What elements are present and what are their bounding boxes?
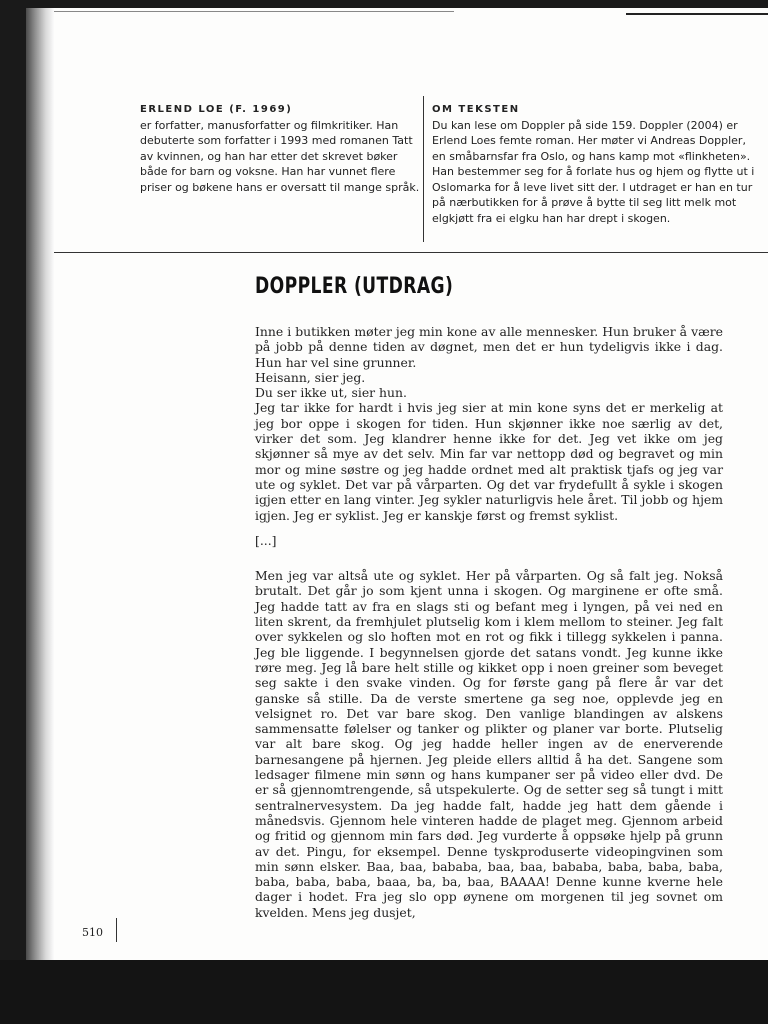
paragraph-2: Heisann, sier jeg. xyxy=(255,369,366,385)
paragraph-5: Men jeg var altså ute og syklet. Her på vårparten. Og så falt jeg. Nokså brutalt. Det går jo som kjent unna i skogen. Og marginene er ofte små. Jeg hadde tatt av fra en slags sti og befant meg i lyngen, på vei ned en liten skrent, da fremhjulet plutselig kom i klem mellom to steiner. Jeg falt over sykkelen og slo hoften mot en rot og fikk i tillegg sykkelen i panna. Jeg ble liggende. I begynnelsen gjorde det satans vondt. Jeg kunne ikke røre meg. Jeg lå bare helt stille og kikket opp i noen greiner som beveget seg sakte i den svake vinden. Og for første gang på flere år var det ganske så stille. Da de verste smertene ga seg noe, opplevde jeg en velsignet ro. Det var bare skog. Den vanlige blandingen av alskens sammensatte følelser og tanker og plikter og planer var borte. Plutselig var alt bare skog. Og jeg hadde heller ingen av de enerverende barnesangene på hjernen. Jeg pleide ellers alltid å ha det. Sangene som ledsager filmene min sønn og hans kumpaner ser på video eller dvd. De er så gjennomtrengende, så utspekulerte. Og de setter seg så tungt i mitt sentralnervesystem. Da jeg hadde falt, hadde jeg hatt dem gående i månedsvis. Gjennom hele vinteren hadde de plaget meg. Gjennom arbeid og fritid og gjennom min fars død. Jeg vurderte å oppsøke hjelp på grunn av det. Pingu, for eksempel. Denne tyskproduserte videopingvinen som min sønn elsker. Baa, baa, bababa, baa, baa, bababa, baba, baba, baba, baba, baba, baba, baaa, ba, ba, baa, BAAAA! Denne kunne kverne hele dager i hodet. Fra jeg slo opp øynene om morgenen til jeg sovnet om kvelden. Mens jeg dusjet, xyxy=(255,568,723,920)
paragraph-1: Inne i butikken møter jeg min kone av alle mennesker. Hun bruker å være på jobb på denne tiden av døgnet, men det er hun tydeligvis ikke i dag. Hun har vel sine grunner. xyxy=(255,324,723,370)
scan-bottom-band xyxy=(0,960,768,1024)
about-heading: OM TEKSTEN xyxy=(432,104,520,115)
excerpt-title: DOPPLER (UTDRAG) xyxy=(255,274,454,299)
top-rule xyxy=(54,11,454,12)
author-box xyxy=(140,102,426,195)
section-rule xyxy=(54,252,768,253)
top-rule-right xyxy=(626,13,768,15)
ellipsis: [...] xyxy=(255,532,277,548)
page-number-rule xyxy=(116,918,117,942)
page-number: 510 xyxy=(82,926,103,939)
book-gutter-shadow xyxy=(26,8,54,960)
book-page xyxy=(26,8,768,960)
about-text: Du kan lese om Doppler på side 159. Doppler (2004) er Erlend Loes femte roman. Her møter vi Andreas Doppler, en småbarnsfar fra Oslo, og hans kamp mot «flinkheten». Han bestemmer seg for å forlate hus og hjem og flytte ut i Oslomarka for å leve livet sitt der. I utdraget er han en tur på nærbutikken for å prøve å bytte til seg litt melk mot elgkjøtt fra ei elgku han har drept i skogen. xyxy=(432,118,755,225)
paragraph-4: Jeg tar ikke for hardt i hvis jeg sier at min kone syns det er merkelig at jeg bor oppe i skogen for tiden. Hun skjønner ikke noe særlig av det, virker det som. Jeg klandrer henne ikke for det. Jeg vet ikke om jeg skjønner så mye av det selv. Min far var nettopp død og begravet og min mor og mine søstre og jeg hadde ordnet med alt praktisk tjafs og jeg var ute og syklet. Det var på vårparten. Og det var frydefullt å sykle i skogen igjen etter en lang vinter. Jeg sykler naturligvis hele året. Til jobb og hjem igjen. Jeg er syklist. Jeg er kanskje først og fremst syklist. xyxy=(255,400,723,523)
author-heading: ERLEND LOE (F. 1969) xyxy=(140,104,293,115)
about-box xyxy=(432,102,758,226)
column-divider xyxy=(423,96,424,242)
author-bio: er forfatter, manusforfatter og filmkritiker. Han debuterte som forfatter i 1993 med romanen Tatt av kvinnen, og han har etter det skrevet bøker både for barn og voksne. Han har vunnet flere priser og bøkene hans er oversatt til mange språk. xyxy=(140,118,420,194)
paragraph-3: Du ser ikke ut, sier hun. xyxy=(255,385,407,401)
excerpt-body xyxy=(255,324,723,920)
